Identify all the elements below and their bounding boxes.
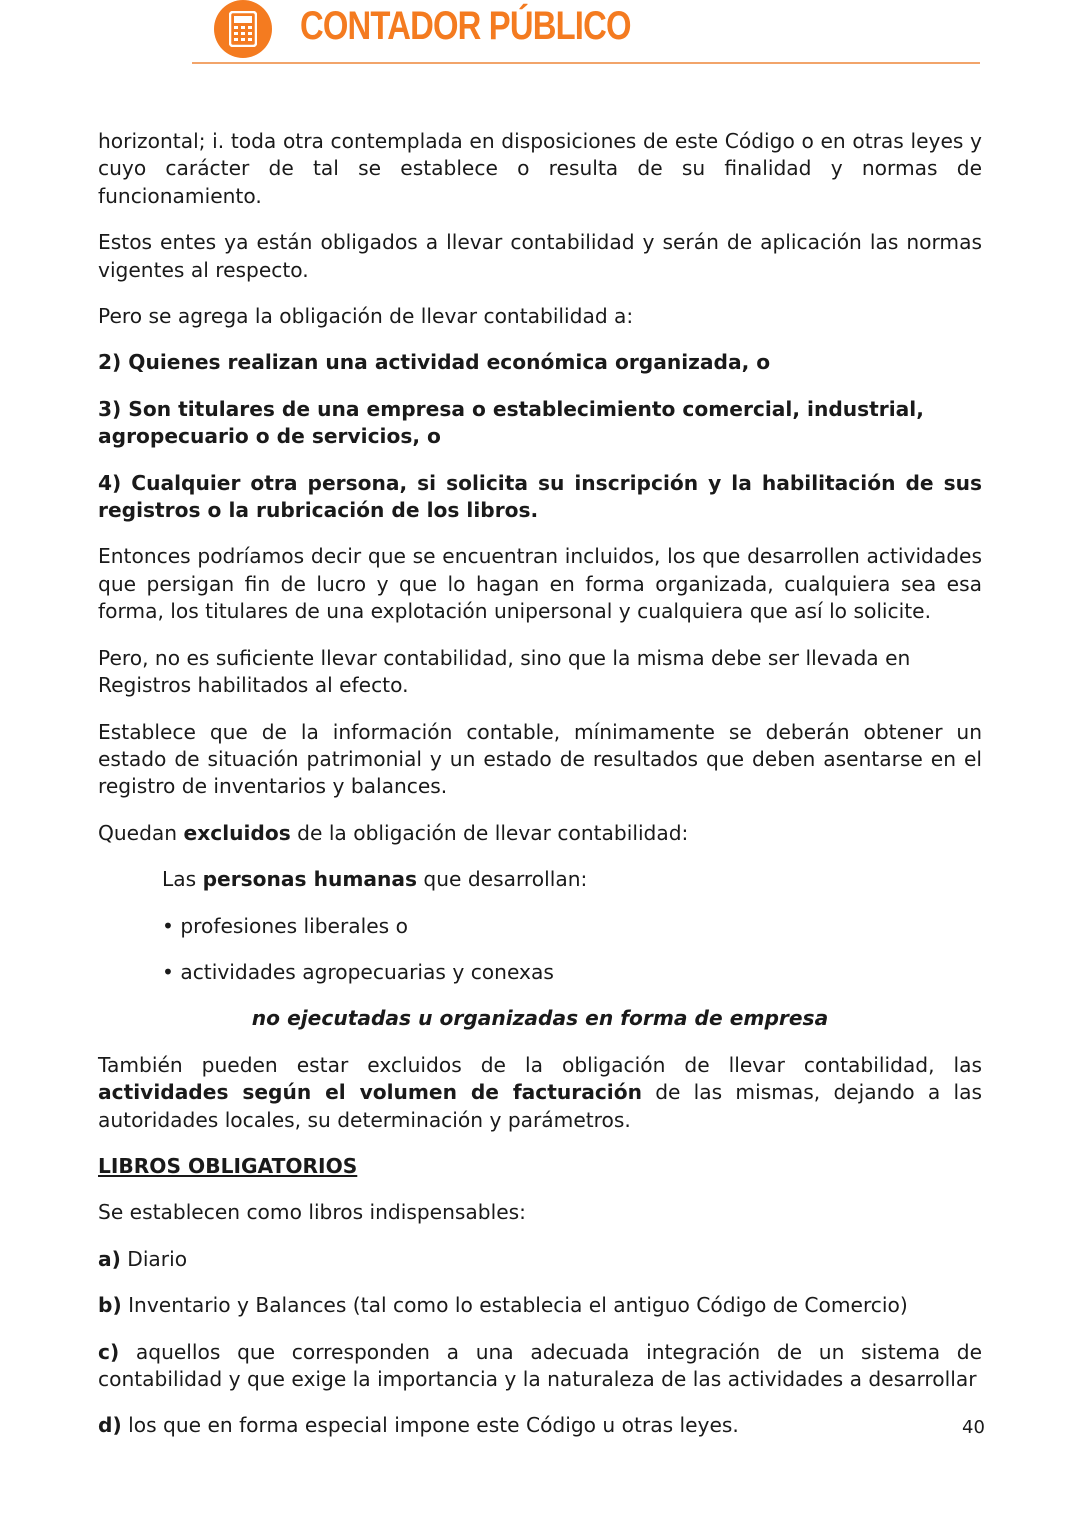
paragraph: Entonces podríamos decir que se encuentran incluidos, los que desarrollen actividades que persigan fin de lucro y que lo hagan en forma organizada, cualquiera sea esa forma, los titulares de una explotación unipersonal y cualquiera que así lo solicite. [98, 544, 982, 624]
list-item: c) aquellos que corresponden a una adecuada integración de un sistema de contabilidad y que exige la importancia y la naturaleza de las actividades a desarrollar [98, 1339, 982, 1391]
list-item: a) Diario [98, 1246, 188, 1271]
document-body [98, 128, 982, 1459]
list-item: 3) Son titulares de una empresa o establecimiento comercial, industrial, agropecuario o de servicios, o [98, 396, 924, 449]
bullet-item: • actividades agropecuarias y conexas [162, 959, 554, 984]
paragraph: Las personas humanas que desarrollan: [162, 867, 588, 892]
paragraph: Se establecen como libros indispensables: [98, 1200, 526, 1225]
section-heading: LIBROS OBLIGATORIOS [98, 1153, 358, 1178]
paragraph: horizontal; i. toda otra contemplada en disposiciones de este Código o en otras leyes y cuyo carácter de tal se establece o resulta de su finalidad y normas de funcionamiento. [98, 129, 982, 208]
paragraph: También pueden estar excluidos de la obligación de llevar contabilidad, las actividades según el volumen de facturación de las mismas, dejando a las autoridades locales, su determinación y parámetros. [98, 1052, 982, 1132]
paragraph: Establece que de la información contable, mínimamente se deberán obtener un estado de situación patrimonial y un estado de resultados que deben asentarse en el registro de inventarios y balances. [98, 719, 982, 799]
paragraph: Pero se agrega la obligación de llevar contabilidad a: [98, 304, 634, 329]
calculator-icon [229, 11, 257, 47]
paragraph: Pero, no es suficiente llevar contabilidad, sino que la misma debe ser llevada en Registros habilitados al efecto. [98, 645, 911, 698]
paragraph: Estos entes ya están obligados a llevar contabilidad y serán de aplicación las normas vigentes al respecto. [98, 230, 982, 282]
logo [214, 0, 272, 58]
list-item: b) Inventario y Balances (tal como lo establecia el antiguo Código de Comercio) [98, 1293, 908, 1318]
list-item: 2) Quienes realizan una actividad económica organizada, o [98, 350, 771, 375]
page-header [0, 0, 1080, 70]
list-item: d) los que en forma especial impone este Código u otras leyes. [98, 1413, 739, 1438]
emphasis-line: no ejecutadas u organizadas en forma de empresa [251, 1006, 829, 1031]
page-number: 40 [962, 1417, 985, 1438]
brand-title: CONTADOR PÚBLICO [300, 4, 631, 48]
bullet-item: • profesiones liberales o [162, 913, 408, 938]
paragraph: Quedan excluidos de la obligación de llevar contabilidad: [98, 820, 689, 845]
header-divider [192, 62, 980, 64]
list-item: 4) Cualquier otra persona, si solicita su inscripción y la habilitación de sus registros o la rubricación de los libros. [98, 470, 982, 523]
